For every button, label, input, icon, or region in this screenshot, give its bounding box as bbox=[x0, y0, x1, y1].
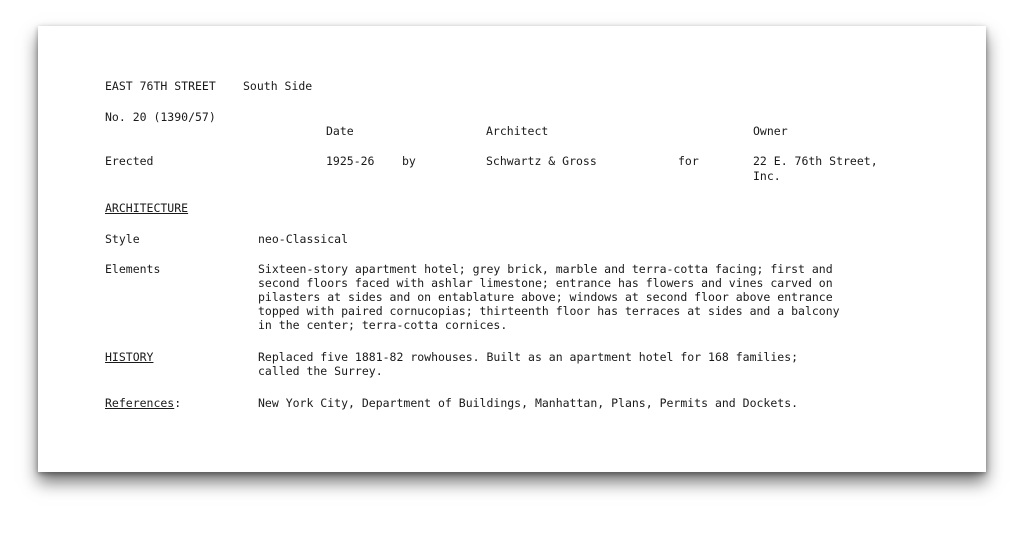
elements-line: Sixteen-story apartment hotel; grey brick, marble and terra-cotta facing; first and bbox=[258, 262, 833, 276]
column-architect: Architect bbox=[486, 124, 549, 138]
erected-owner-line1: 22 E. 76th Street, bbox=[753, 154, 878, 168]
column-owner: Owner bbox=[753, 124, 788, 138]
references-colon: : bbox=[174, 396, 182, 410]
architecture-heading: ARCHITECTURE bbox=[105, 201, 189, 215]
building-number: No. 20 (1390/57) bbox=[105, 110, 216, 124]
street-side: South Side bbox=[243, 79, 313, 93]
erected-owner-line2: Inc. bbox=[753, 169, 781, 183]
references-heading-text: References bbox=[105, 396, 175, 410]
history-line: called the Surrey. bbox=[258, 364, 383, 378]
erected-date: 1925-26 bbox=[326, 154, 375, 168]
erected-for: for bbox=[678, 154, 699, 168]
column-date: Date bbox=[326, 124, 354, 138]
history-line: Replaced five 1881-82 rowhouses. Built as an apartment hotel for 168 families; bbox=[258, 350, 799, 364]
document-sheet bbox=[38, 26, 986, 472]
erected-architect: Schwartz & Gross bbox=[486, 154, 597, 168]
references-heading bbox=[105, 396, 181, 410]
elements-label: Elements bbox=[105, 262, 161, 276]
elements-line: topped with paired cornucopias; thirteenth floor has terraces at sides and a balcony bbox=[258, 304, 840, 318]
erected-by: by bbox=[402, 154, 416, 168]
history-heading: HISTORY bbox=[105, 350, 154, 364]
elements-line: second floors faced with ashlar limestone; entrance has flowers and vines carved on bbox=[258, 276, 833, 290]
style-value: neo-Classical bbox=[258, 232, 349, 246]
elements-line: pilasters at sides and on entablature above; windows at second floor above entrance bbox=[258, 290, 833, 304]
references-text: New York City, Department of Buildings, Manhattan, Plans, Permits and Dockets. bbox=[258, 396, 799, 410]
elements-line: in the center; terra-cotta cornices. bbox=[258, 318, 508, 332]
street-name: EAST 76TH STREET bbox=[105, 79, 216, 93]
erected-label: Erected bbox=[105, 154, 154, 168]
style-label: Style bbox=[105, 232, 140, 246]
